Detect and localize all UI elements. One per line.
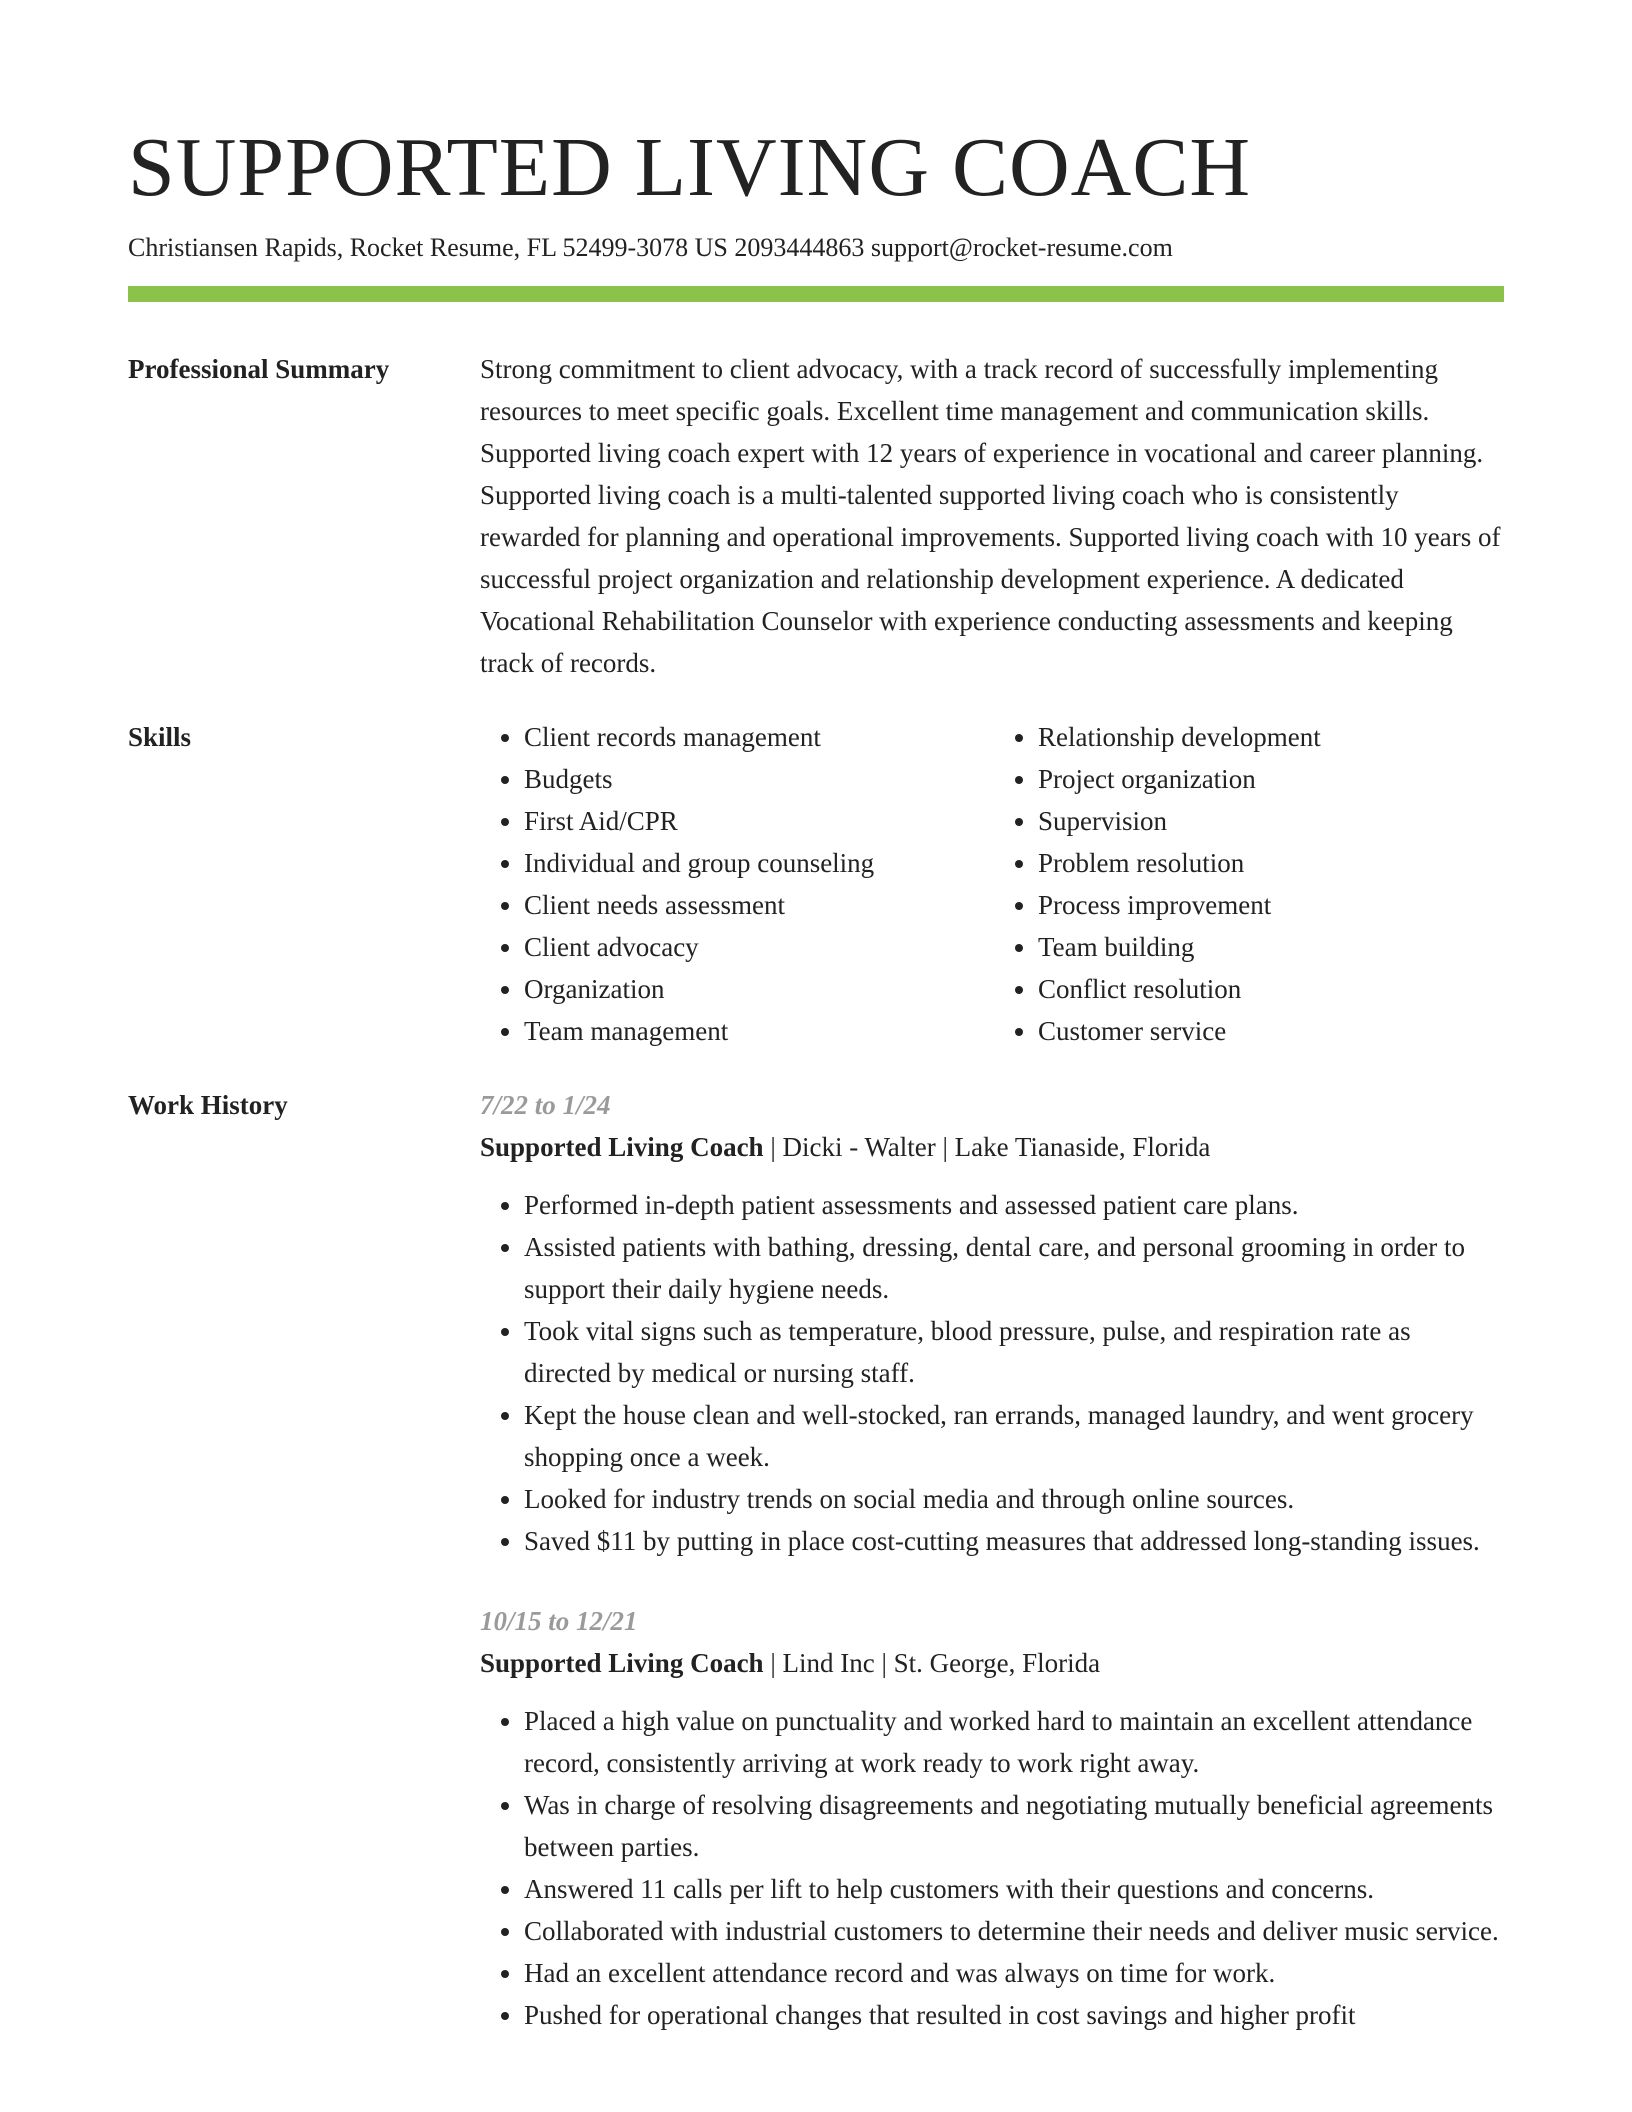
job-title-line (480, 1126, 1504, 1168)
skill-item: • First Aid/CPR (524, 800, 984, 842)
work-history-section-title: Work History (128, 1090, 288, 1120)
skill-item: • Client needs assessment (524, 884, 984, 926)
job-dates: 10/15 to 12/21 (480, 1606, 638, 1636)
skills-section-title: Skills (128, 722, 192, 752)
skills-list-left (480, 716, 984, 1052)
job-title: Supported Living Coach (480, 1132, 764, 1162)
job-bullet: • Was in charge of resolving disagreements and negotiating mutually beneficial agreements between parties. (524, 1784, 1504, 1868)
job-bullet: • Kept the house clean and well-stocked, ran errands, managed laundry, and went grocery shopping once a week. (524, 1394, 1504, 1478)
job-bullet: • Collaborated with industrial customers to determine their needs and deliver music service. (524, 1910, 1504, 1952)
skill-item: • Budgets (524, 758, 984, 800)
accent-divider (128, 286, 1504, 302)
job-bullet-list (480, 1184, 1504, 1562)
skill-item: • Individual and group counseling (524, 842, 984, 884)
skills-columns (480, 716, 1504, 1052)
skill-item: • Organization (524, 968, 984, 1010)
skill-item: • Client records management (524, 716, 984, 758)
skill-item: • Customer service (1038, 1010, 1498, 1052)
job-bullet-list (480, 1700, 1504, 2036)
skill-item: • Team building (1038, 926, 1498, 968)
job-title-line (480, 1642, 1504, 1684)
skill-item: • Client advocacy (524, 926, 984, 968)
summary-body (480, 348, 1504, 684)
skill-item: • Conflict resolution (1038, 968, 1498, 1010)
job-entry (480, 1600, 1504, 2036)
job-bullet: • Assisted patients with bathing, dressing, dental care, and personal grooming in order to support their daily hygiene needs. (524, 1226, 1504, 1310)
job-dates: 7/22 to 1/24 (480, 1090, 611, 1120)
skill-item: • Project organization (1038, 758, 1498, 800)
job-bullet: • Performed in-depth patient assessments and assessed patient care plans. (524, 1184, 1504, 1226)
skills-list-right (994, 716, 1498, 1052)
skill-item: • Team management (524, 1010, 984, 1052)
job-bullet: • Answered 11 calls per lift to help customers with their questions and concerns. (524, 1868, 1504, 1910)
work-history-body (480, 1084, 1504, 2036)
contact-line: Christiansen Rapids, Rocket Resume, FL 52499-3078 US 2093444863 support@rocket-resume.com (128, 233, 1173, 262)
skill-item: • Supervision (1038, 800, 1498, 842)
skill-item: • Problem resolution (1038, 842, 1498, 884)
resume-name-heading: SUPPORTED LIVING COACH (128, 121, 1252, 214)
job-bullet: • Looked for industry trends on social media and through online sources. (524, 1478, 1504, 1520)
job-bullet: • Pushed for operational changes that resulted in cost savings and higher profit (524, 1994, 1504, 2036)
skill-item: • Relationship development (1038, 716, 1498, 758)
job-entry (480, 1084, 1504, 1562)
summary-text: Strong commitment to client advocacy, with a track record of successfully implementing resources to meet specific goals. Excellent time management and communication skills. Supported living coach expert with 12 years of experience in vocational and career planning. Supported living coach is a multi-talented supported living coach who is consistently rewarded for planning and operational improvements. Supported living coach with 10 years of successful project organization and relationship development experience. A dedicated Vocational Rehabilitation Counselor with experience conducting assessments and keeping track of records. (480, 354, 1501, 678)
job-employer-location: | Dicki - Walter | Lake Tianaside, Florida (763, 1132, 1211, 1162)
summary-section-title: Professional Summary (128, 354, 390, 384)
job-bullet: • Had an excellent attendance record and was always on time for work. (524, 1952, 1504, 1994)
job-employer-location: | Lind Inc | St. George, Florida (763, 1648, 1101, 1678)
job-bullet: • Saved $11 by putting in place cost-cutting measures that addressed long-standing issues. (524, 1520, 1504, 1562)
job-title: Supported Living Coach (480, 1648, 764, 1678)
job-bullet: • Took vital signs such as temperature, blood pressure, pulse, and respiration rate as directed by medical or nursing staff. (524, 1310, 1504, 1394)
job-bullet: • Placed a high value on punctuality and worked hard to maintain an excellent attendance record, consistently arriving at work ready to work right away. (524, 1700, 1504, 1784)
skill-item: • Process improvement (1038, 884, 1498, 926)
